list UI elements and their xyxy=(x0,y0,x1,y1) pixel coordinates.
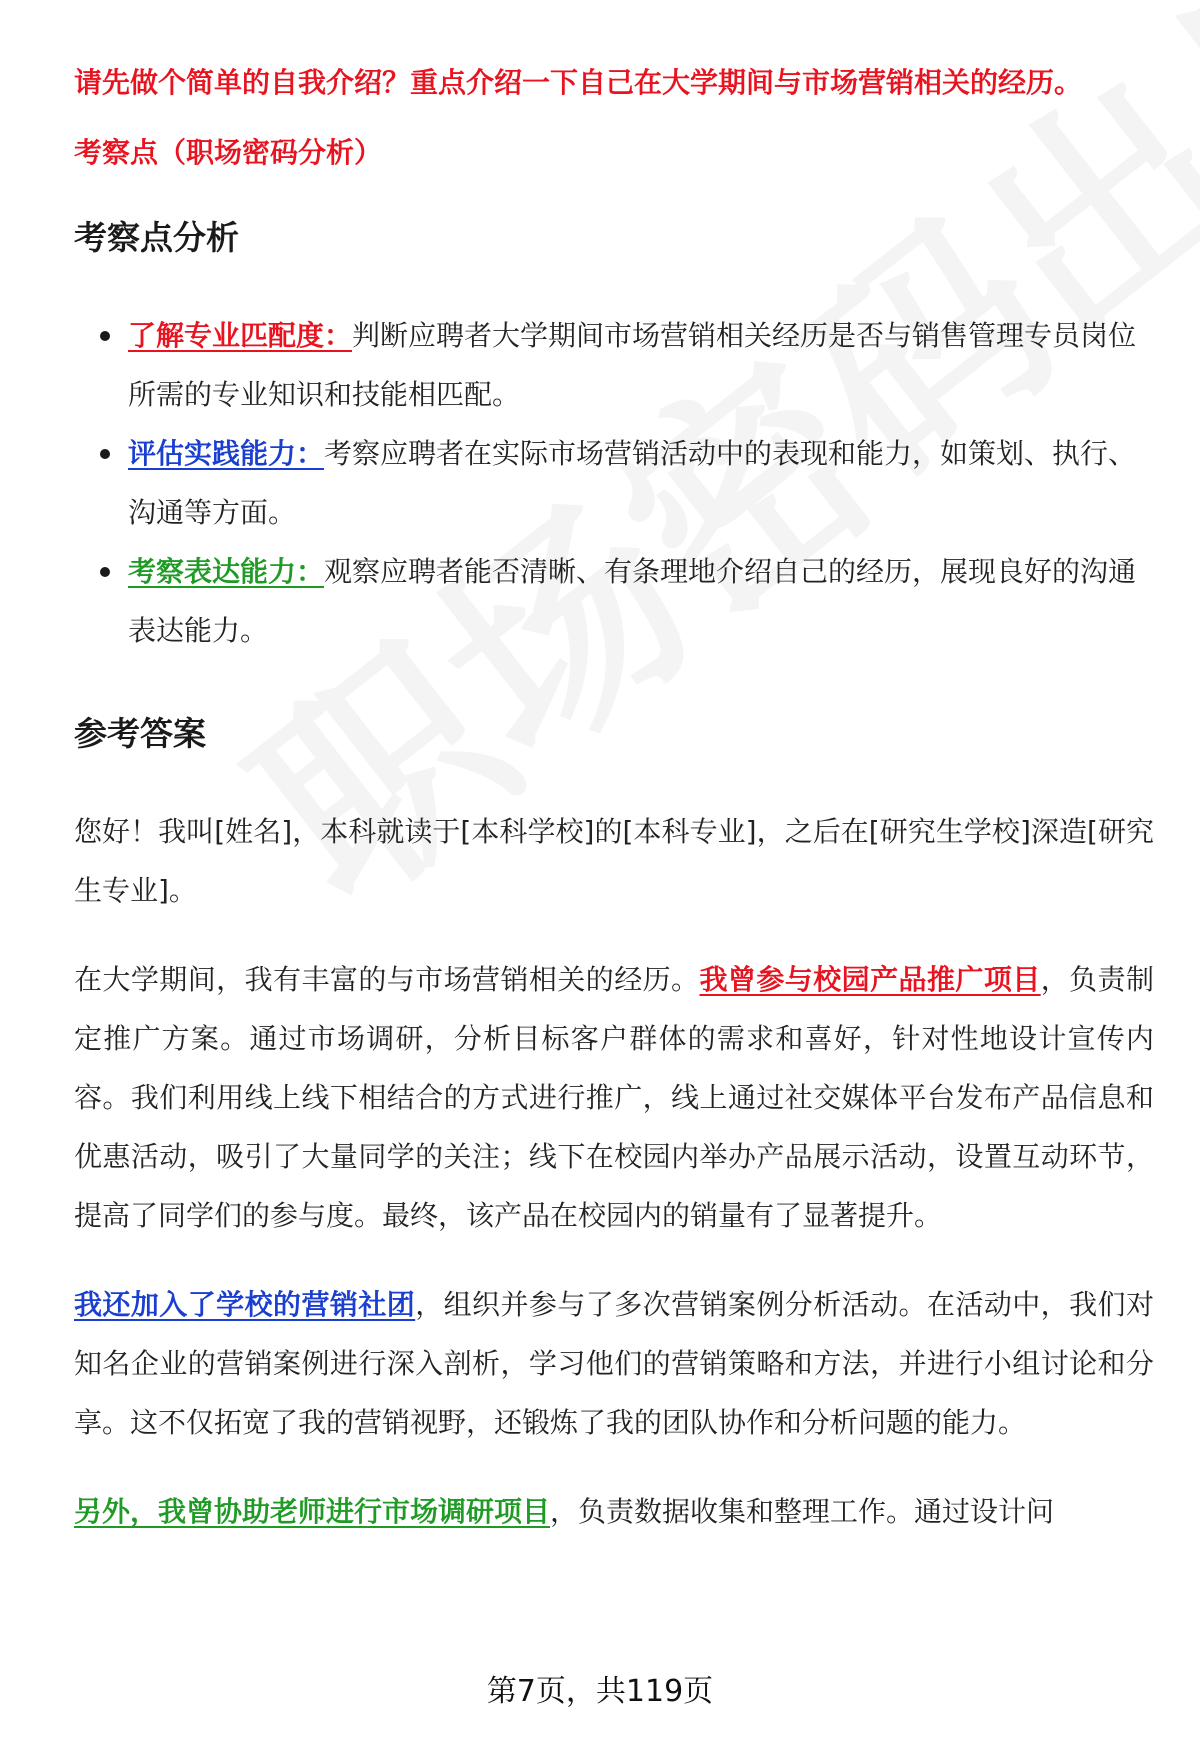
answer-paragraph-campus-promotion xyxy=(74,950,1154,1245)
question-subtitle: 考察点（职场密码分析） xyxy=(74,136,383,169)
highlight-campus-project: 我曾参与校园产品推广项目 xyxy=(699,963,1041,996)
answer-paragraph-marketing-club xyxy=(74,1275,1154,1452)
answer-heading: 参考答案 xyxy=(74,714,206,753)
interview-question: 请先做个简单的自我介绍？重点介绍一下自己在大学期间与市场营销相关的经历。 xyxy=(74,66,1083,99)
highlight-marketing-club: 我还加入了学校的营销社团 xyxy=(74,1288,416,1321)
paragraph-body: ，组织并参与了多次营销案例分析活动。在活动中，我们对知名企业的营销案例进行深入剖析，学习他们的营销策略和方法，并进行小组讨论和分享。这不仅拓宽了我的营销视野，还锻炼了我的团队协作和分析问题的能力。 xyxy=(74,1288,1154,1439)
bullet-icon xyxy=(100,331,110,341)
analysis-heading: 考察点分析 xyxy=(74,218,239,257)
analysis-item-text: 观察应聘者能否清晰、有条理地介绍自己的经历，展现良好的沟通表达能力。 xyxy=(128,555,1137,647)
analysis-item xyxy=(74,424,1154,542)
highlight-research-project: 另外，我曾协助老师进行市场调研项目 xyxy=(74,1495,551,1528)
analysis-item xyxy=(74,542,1154,660)
analysis-item xyxy=(74,306,1154,424)
analysis-item-text: 考察应聘者在实际市场营销活动中的表现和能力，如策划、执行、沟通等方面。 xyxy=(128,437,1137,529)
analysis-item-text: 判断应聘者大学期间市场营销相关经历是否与销售管理专员岗位所需的专业知识和技能相匹配。 xyxy=(128,319,1137,411)
page-number: 第7页，共119页 xyxy=(486,1674,714,1709)
paragraph-lead: 在大学期间，我有丰富的与市场营销相关的经历。 xyxy=(74,963,700,996)
analysis-list xyxy=(74,306,1154,660)
analysis-item-label: 了解专业匹配度： xyxy=(128,319,353,352)
paragraph-body: ，负责制定推广方案。通过市场调研，分析目标客户群体的需求和喜好，针对性地设计宣传内容。我们利用线上线下相结合的方式进行推广，线上通过社交媒体平台发布产品信息和优惠活动，吸引了大量同学的关注；线下在校园内举办产品展示活动，设置互动环节，提高了同学们的参与度。最终，该产品在校园内的销量有了显著提升。 xyxy=(74,963,1154,1232)
bullet-icon xyxy=(100,449,110,459)
bullet-icon xyxy=(100,567,110,577)
analysis-item-label: 考察表达能力： xyxy=(128,555,325,588)
answer-paragraph-research xyxy=(74,1482,1154,1541)
answer-paragraph-intro: 您好！我叫[姓名]，本科就读于[本科学校]的[本科专业]，之后在[研究生学校]深造[研究生专业]。 xyxy=(74,815,1154,907)
document-body xyxy=(74,58,1154,1571)
analysis-item-label: 评估实践能力： xyxy=(128,437,325,470)
paragraph-body: ，负责数据收集和整理工作。通过设计问 xyxy=(550,1495,1055,1528)
